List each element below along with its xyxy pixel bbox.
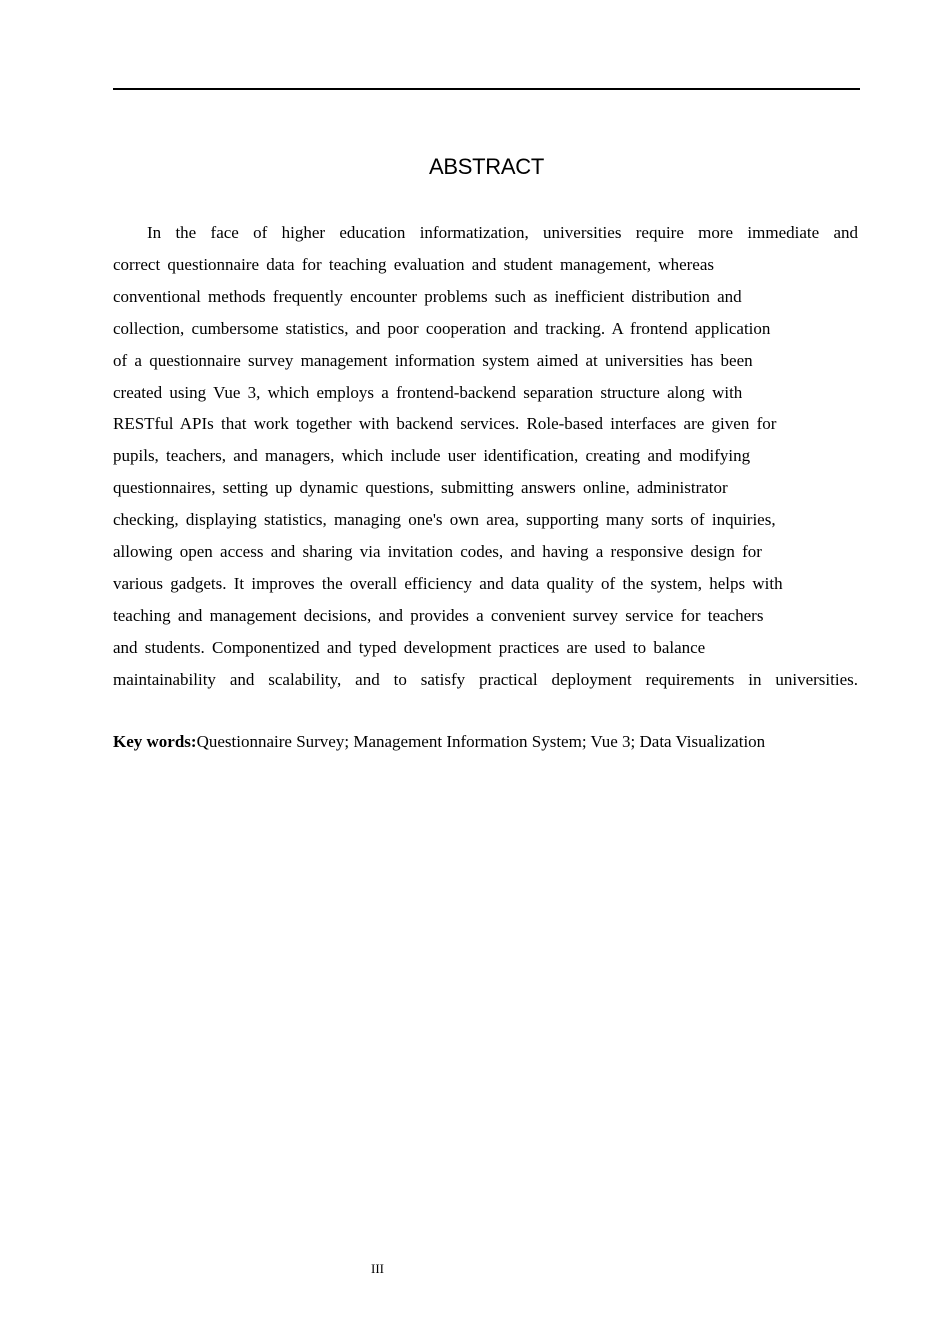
abstract-line: created using Vue 3, which employs a frontend-backend separation structure along with xyxy=(113,382,743,402)
abstract-line: RESTful APIs that work together with backend services. Role-based interfaces are given for xyxy=(113,414,777,434)
abstract-line: of a questionnaire survey management information system aimed at universities has been xyxy=(113,350,753,370)
abstract-line: correct questionnaire data for teaching evaluation and student management, whereas xyxy=(113,254,714,274)
abstract-line: checking, displaying statistics, managing one's own area, supporting many sorts of inquiries, xyxy=(113,510,776,530)
abstract-line: questionnaires, setting up dynamic questions, submitting answers online, administrator xyxy=(113,478,728,498)
abstract-line: pupils, teachers, and managers, which include user identification, creating and modifying xyxy=(113,446,751,466)
abstract-line: conventional methods frequently encounter problems such as inefficient distribution and xyxy=(113,286,742,306)
abstract-line: In the face of higher education informatization, universities require more immediate and xyxy=(147,223,858,242)
keywords-label: Key words: xyxy=(113,732,197,751)
abstract-line: allowing open access and sharing via invitation codes, and having a responsive design for xyxy=(113,542,762,562)
keywords-line xyxy=(113,729,858,755)
abstract-line: various gadgets. It improves the overall efficiency and data quality of the system, helps with xyxy=(113,573,783,593)
abstract-line: and students. Componentized and typed development practices are used to balance xyxy=(113,637,706,657)
abstract-title: ABSTRACT xyxy=(429,154,544,179)
abstract-line: teaching and management decisions, and provides a convenient survey service for teachers xyxy=(113,605,764,625)
page-number: III xyxy=(371,1261,384,1276)
abstract-line: collection, cumbersome statistics, and poor cooperation and tracking. A frontend application xyxy=(113,318,771,338)
header-rule xyxy=(113,88,860,90)
abstract-body xyxy=(113,217,858,696)
keywords-text: Questionnaire Survey; Management Information System; Vue 3; Data Visualization xyxy=(196,732,766,751)
abstract-line: maintainability and scalability, and to satisfy practical deployment requirements in universities. xyxy=(113,669,858,689)
